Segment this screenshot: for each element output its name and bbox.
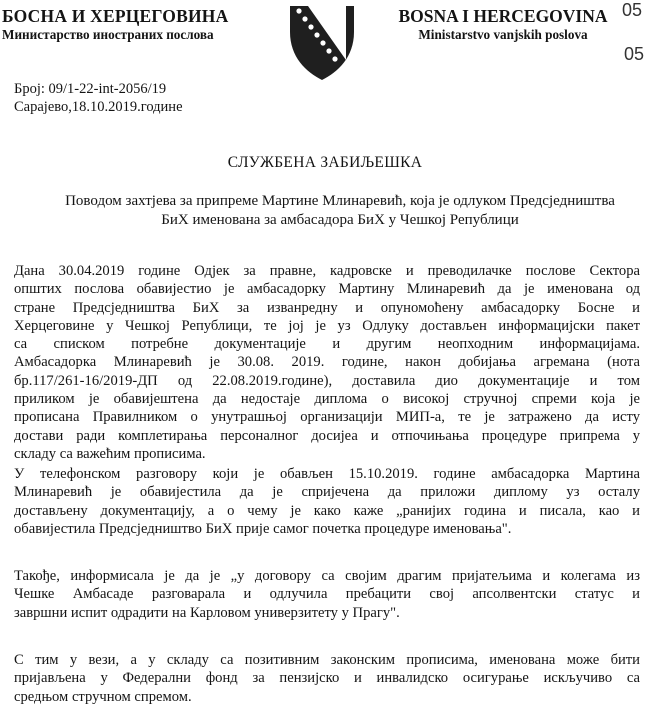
paragraph-line: Амбасадорка Млинаревић је 30.08. 2019. године, након добијања агремана (нота [14,354,640,371]
country-name-latin: BOSNA I HERCEGOVINA [398,6,608,26]
paragraph-line: Херцеговине у Чешкој Републици, те јој је уз Одлуку достављен информацијски пакет [14,317,640,334]
ministry-name-latin: Ministarstvo vanjskih poslova [418,27,588,42]
margin-mark-side: 05 [624,44,645,64]
paragraph-line: завршни испит одрадити на Карловом универзитету у Прагу". [14,604,400,621]
margin-mark-top: 05 [622,0,643,20]
reference-place-date: Сарајево,18.10.2019.године [14,99,183,115]
paragraph-line: Млинаревић је обавијестила да је спријечена да приложи диплому уз осталу [14,484,640,501]
header-left [0,6,260,43]
paragraph-line: пријављена у Федерални фонд за пензијско и инвалидско осигурање искључиво са [14,670,640,687]
paragraph-line: складу са важећим прописима. [14,445,206,462]
paragraph-line: Такође, информисала је да је „у договору са својим драгим пријатељима и колегама из [14,568,640,584]
paragraph-line: приликом је обавијештена да недостаје диплома о високој стручној спреми која је [14,391,640,408]
document-subject [40,192,640,230]
subject-line: БиХ именована за амбасадора БиХ у Чешкој Републици [161,212,519,228]
paragraph-1 [14,262,640,463]
ministry-name-cyrillic: Министарство иностраних послова [2,27,214,42]
paragraph-line: средњом стручном спремом. [14,688,192,705]
country-name-cyrillic: БОСНА И ХЕРЦЕГОВИНА [2,6,229,26]
paragraph-line: достави ради комплетирања персоналног досијеа и отпочињања процедуре припрема у [14,427,640,444]
paragraph-line: прописана Правилником о унутрашњој организацији МИП-а, те је затражено да исту [14,409,640,426]
paragraph-line: општих послова обавијестио је амбасадорку Мартину Млинаревић да је именована од [14,281,640,298]
paragraph-line: обавијестила Предсједништво БиХ прије самог почетка процедуре именовања". [14,520,512,537]
paragraph-3 [14,567,640,622]
coat-of-arms-icon [286,2,358,84]
document-title: СЛУЖБЕНА ЗАБИЉЕШКА [227,154,423,171]
paragraph-line: бр.117/261-16/2019-ДП од 22.08.2019.године), доставила дио документације и том [14,372,640,389]
paragraph-line: У телефонском разговору који је обављен 15.10.2019. године амбасадорка Мартина [14,466,640,482]
paragraph-line: С тим у вези, а у складу са позитивним законским прописима, именована може бити [14,652,640,668]
paragraph-line: Чешке Амбасаде разговарала и одлучила пребацити свој апсолвентски статус и [14,586,640,603]
paragraph-line: стране Предсједништва БиХ за изванредну и опуномоћену амбасадорку Босне и [14,299,640,316]
paragraph-4 [14,651,640,706]
paragraph-line: достављену документацију, а о чему је како каже „ранијих година и писала, као и [14,502,640,519]
subject-line: Поводом захтјева за припреме Мартине Млинаревић, која је одлуком Предсједништва [65,193,615,209]
paragraph-2 [14,465,640,538]
header-right [388,6,618,43]
reference-number: Број: 09/1-22-int-2056/19 [14,81,167,97]
paragraph-line: Дана 30.04.2019 године Одјек за правне, кадровске и преводилачке послове Сектора [14,263,640,279]
paragraph-line: са списком потребне документације и другим неопходним информацијама. [14,336,640,353]
